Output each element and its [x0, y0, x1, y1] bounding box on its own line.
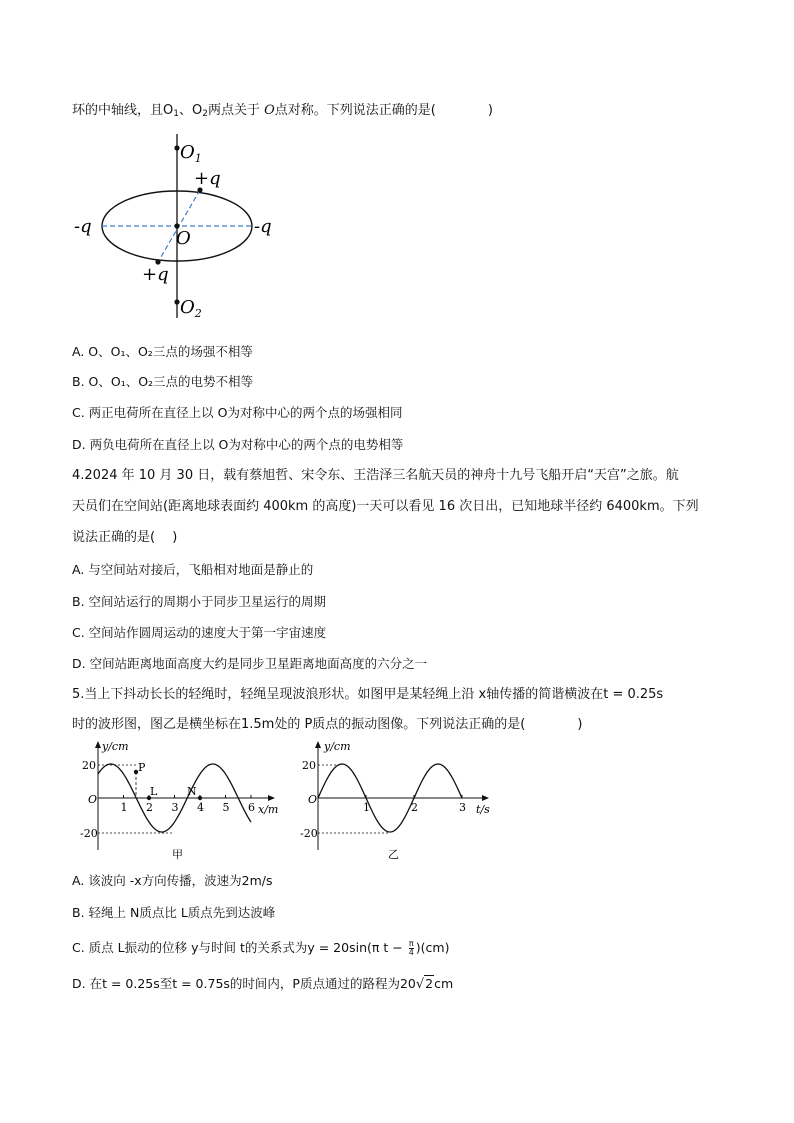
label-O: O — [176, 228, 191, 249]
q4-stem-line3: 说法正确的是( ) — [72, 530, 178, 545]
vib-tick-label: 3 — [459, 801, 466, 814]
q3-sub: 1 — [173, 109, 179, 119]
wave-tick-label: 6 — [248, 801, 255, 814]
q5-option-c-fraction — [409, 940, 414, 957]
q4-option-b[interactable]: B. 空间站运行的周期小于同步卫星运行的周期 — [72, 594, 327, 609]
wave-tick-label: 4 — [197, 801, 204, 814]
q5-option-b[interactable]: B. 轻绳上 N质点比 L质点先到达波峰 — [72, 905, 276, 920]
wave-tick-label: 3 — [171, 801, 179, 814]
wave-point-N — [198, 796, 202, 800]
vib-ylabel: y/cm — [324, 740, 351, 753]
q4-stem-line2: 天员们在空间站(距离地球表面约 400km 的高度)一天可以看见 16 次日出，已知地球半径约 6400km。下列 — [72, 499, 699, 514]
q5-sqrt: √2 — [415, 976, 434, 992]
q4-option-d[interactable]: D. 空间站距离地面高度大约是同步卫星距离地面高度的六分之一 — [72, 656, 428, 671]
q5-wave-graph — [82, 738, 282, 863]
q3-option-b[interactable]: B. O、O₁、O₂三点的电势不相等 — [72, 374, 254, 389]
point-O1 — [174, 145, 179, 150]
q5-frac-num: π — [408, 939, 414, 948]
wave-label-N: N — [187, 785, 197, 798]
q4-option-a[interactable]: A. 与空间站对接后，飞船相对地面是静止的 — [72, 562, 314, 577]
label-plus-q-top: +q — [194, 168, 221, 189]
label-O1: $O_1$ — [180, 142, 202, 165]
vib-tick-label: 1 — [363, 801, 370, 814]
q3-option-a[interactable]: A. O、O₁、O₂三点的场强不相等 — [72, 344, 253, 359]
q5-option-a[interactable]: A. 该波向 -x方向传播，波速为2m/s — [72, 873, 273, 888]
q3-stem-part: 、O — [178, 103, 203, 118]
vib-tick-label: 2 — [411, 801, 418, 814]
q5-stem-line1: 5.当上下抖动长长的轻绳时，轻绳呈现波浪形状。如图甲是某轻绳上沿 x轴传播的简谐横波在t = 0.25s — [72, 687, 664, 702]
wave-x-arrow — [268, 795, 275, 801]
wave-label-L: L — [150, 785, 158, 798]
wave-y-bottom: -20 — [80, 827, 98, 840]
wave-xlabel: x/m — [258, 803, 279, 816]
q3-sub: 2 — [202, 109, 208, 119]
wave-label-P: P — [138, 761, 146, 774]
q3-ring-figure — [70, 128, 280, 328]
q3-stem — [72, 102, 493, 123]
q5-option-d-prefix: D. 在t = 0.25s至t = 0.75s的时间内，P质点通过的路程为20 — [72, 976, 416, 991]
q3-stem-o: O — [264, 103, 275, 118]
vib-origin: O — [308, 793, 318, 806]
q4-stem-line1: 4.2024 年 10 月 30 日，载有蔡旭哲、宋令东、王浩泽三名航天员的神舟十九号飞船开启“天宫”之旅。航 — [72, 468, 679, 483]
wave-tick-label: 5 — [222, 801, 230, 814]
vib-y-arrow — [315, 741, 321, 748]
q5-option-d-suffix: cm — [434, 976, 454, 991]
point-O2 — [174, 299, 179, 304]
q5-option-d[interactable] — [72, 975, 453, 994]
wave-caption: 甲 — [172, 848, 183, 861]
wave-tick-label: 1 — [120, 801, 128, 814]
label-O2: $O_2$ — [180, 297, 202, 320]
q3-stem-part: 点对称。下列说法正确的是( ) — [274, 103, 493, 118]
q5-sqrt-radicand: 2 — [425, 976, 434, 991]
q5-vibration-graph — [300, 738, 500, 863]
q3-stem-part: 环的中轴线，且O — [72, 103, 174, 118]
q3-stem-part: 两点关于 — [207, 103, 265, 118]
vib-y-top: 20 — [302, 759, 316, 772]
vib-caption: 乙 — [388, 848, 399, 861]
q3-option-c[interactable]: C. 两正电荷所在直径上以 O为对称中心的两个点的场强相同 — [72, 405, 403, 420]
q5-option-c-suffix: )(cm) — [415, 940, 450, 955]
wave-y-top: 20 — [82, 759, 96, 772]
q3-option-d[interactable]: D. 两负电荷所在直径上以 O为对称中心的两个点的电势相等 — [72, 437, 404, 452]
vib-y-bottom: -20 — [300, 827, 318, 840]
wave-origin: O — [88, 793, 98, 806]
q5-option-c-prefix: C. 质点 L振动的位移 y与时间 t的关系式为y = 20sin(π t − — [72, 940, 407, 955]
q5-option-c[interactable] — [72, 939, 449, 957]
label-minus-q-right: -q — [254, 216, 272, 237]
label-plus-q-bottom: +q — [142, 264, 169, 285]
wave-ylabel: y/cm — [102, 740, 129, 753]
vib-t-arrow — [482, 795, 489, 801]
q4-option-c[interactable]: C. 空间站作圆周运动的速度大于第一宇宙速度 — [72, 625, 327, 640]
q5-frac-den: 4 — [408, 948, 414, 957]
wave-tick-label: 2 — [146, 801, 153, 814]
wave-y-arrow — [95, 741, 101, 748]
vib-tlabel: t/s — [476, 803, 490, 816]
q5-stem-line2: 时的波形图，图乙是横坐标在1.5m处的 P质点的振动图像。下列说法正确的是( ) — [72, 717, 583, 732]
label-minus-q-left: -q — [74, 216, 92, 237]
